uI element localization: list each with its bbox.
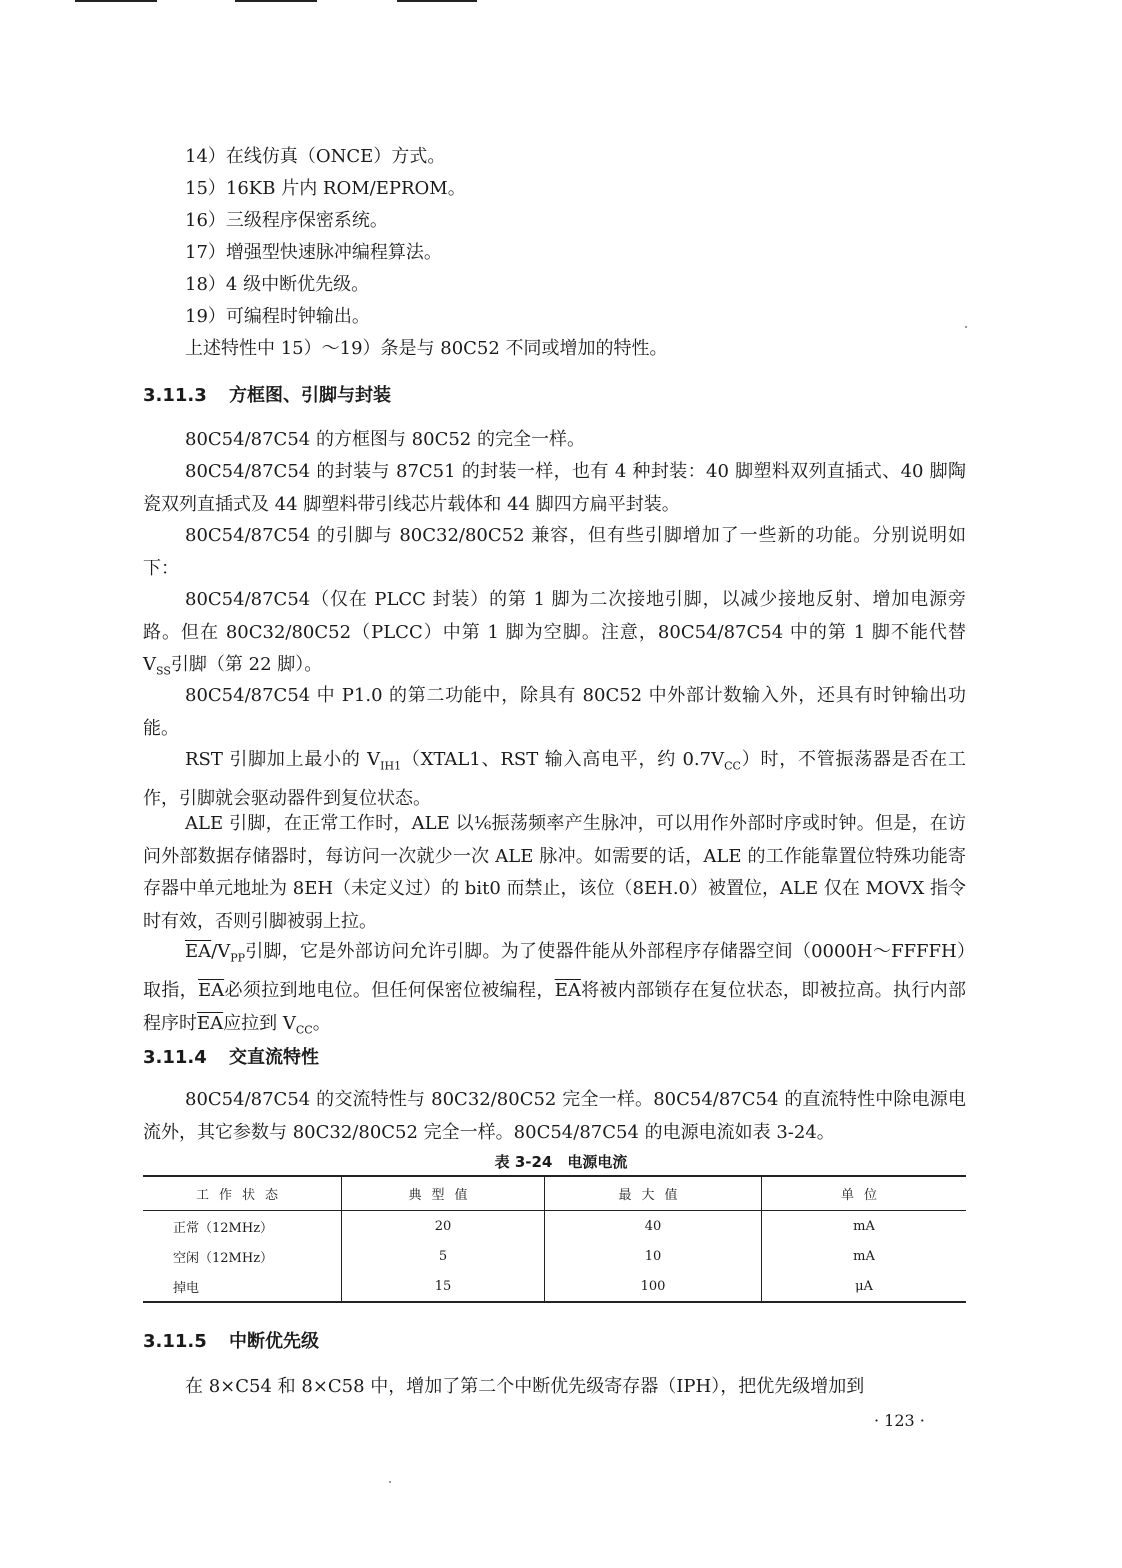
overline-signal: $\overline{EA}$ bbox=[197, 1012, 224, 1034]
section-number: 3.11.4 bbox=[143, 1047, 207, 1068]
text-run: 将被内部锁存在复位状态，即被拉高。执行内部程序时 bbox=[143, 980, 967, 1034]
column-header: 工作状态 bbox=[143, 1176, 342, 1211]
section-title: 交直流特性 bbox=[229, 1047, 319, 1068]
power-current-table bbox=[143, 1175, 966, 1303]
list-item: 17）增强型快速脉冲编程算法。 bbox=[185, 242, 442, 263]
text-run: 必须拉到地电位。但任何保密位被编程， bbox=[224, 980, 555, 1002]
table-row bbox=[143, 1211, 966, 1242]
text-run: 引脚，它是外部访问允许引脚。为了使器件能从外部程序存储器空间（0000H～FFFFH）取指， bbox=[143, 941, 966, 1002]
text-run: 。 bbox=[312, 1012, 331, 1034]
section-title: 方框图、引脚与封装 bbox=[229, 385, 391, 406]
text-run: ）时，不管振荡器是否在工作，引脚就会驱动器件到复位状态。 bbox=[143, 749, 966, 810]
table-cell: mA bbox=[762, 1241, 967, 1271]
table-cell: 掉电 bbox=[143, 1271, 342, 1302]
column-header: 单位 bbox=[762, 1176, 967, 1211]
subscript: CC bbox=[724, 759, 741, 773]
overline-signal: $\overline{EA}$ bbox=[198, 980, 225, 1002]
table-row bbox=[143, 1241, 966, 1271]
table-cell: 40 bbox=[545, 1211, 762, 1242]
section-heading bbox=[143, 1327, 319, 1353]
table-row bbox=[143, 1271, 966, 1302]
scan-speck bbox=[965, 326, 967, 328]
section-number: 3.11.3 bbox=[143, 385, 207, 406]
paragraph bbox=[143, 936, 966, 1047]
overline-signal: $\overline{EA}$ bbox=[554, 980, 581, 1002]
paragraph: 80C54/87C54 中 P1.0 的第二功能中，除具有 80C52 中外部计数输入外，还具有时钟输出功能。 bbox=[143, 685, 966, 739]
list-item: 18）4 级中断优先级。 bbox=[185, 274, 370, 295]
paragraph bbox=[143, 744, 966, 816]
list-item: 19）可编程时钟输出。 bbox=[185, 306, 370, 327]
subscript: CC bbox=[295, 1023, 313, 1037]
section-heading bbox=[143, 381, 391, 407]
subscript: PP bbox=[230, 951, 246, 965]
table-cell: 正常（12MHz） bbox=[173, 1220, 274, 1236]
scan-mark bbox=[75, 0, 157, 2]
scan-mark bbox=[235, 0, 317, 2]
overline-signal: $\overline{EA}$ bbox=[185, 941, 212, 962]
table-cell: 20 bbox=[342, 1211, 545, 1242]
text-run: 80C54/87C54（仅在 PLCC 封装）的第 1 脚为二次接地引脚，以减少接地反射、增加电源旁路。但在 80C32/80C52（PLCC）中第 1 脚为空脚。注意，80C54/87C54 中的第 1 脚不能代替 V bbox=[143, 589, 966, 675]
text-run: RST 引脚加上最小的 V bbox=[185, 749, 381, 770]
table-cell: 10 bbox=[545, 1241, 762, 1271]
section-number: 3.11.5 bbox=[143, 1331, 207, 1352]
paragraph: 80C54/87C54 的引脚与 80C32/80C52 兼容，但有些引脚增加了一些新的功能。分别说明如下： bbox=[143, 525, 966, 579]
table-caption: 表 3-24 电源电流 bbox=[494, 1153, 628, 1171]
column-header: 最大值 bbox=[545, 1176, 762, 1211]
text-run: （XTAL1、RST 输入高电平，约 0.7V bbox=[401, 749, 725, 770]
table-cell: 5 bbox=[342, 1241, 545, 1271]
subscript: IH1 bbox=[380, 759, 402, 773]
list-item: 15）16KB 片内 ROM/EPROM。 bbox=[185, 178, 466, 199]
table-header-row bbox=[143, 1176, 966, 1211]
paragraph: ALE 引脚，在正常工作时，ALE 以⅙振荡频率产生脉冲，可以用作外部时序或时钟。但是，在访问外部数据存储器时，每访问一次就少一次 ALE 脉冲。如需要的话，ALE 的工作能靠置位特殊功能寄存器中单元地址为 8EH（未定义过）的 bit0 而禁止，该位（8EH.0）被置位，ALE 仅在 MOVX 指令时有效，否则引脚被弱上拉。 bbox=[143, 813, 966, 932]
table-cell: 空闲（12MHz） bbox=[173, 1250, 274, 1266]
paragraph bbox=[143, 584, 966, 688]
list-item: 14）在线仿真（ONCE）方式。 bbox=[185, 146, 446, 167]
paragraph: 80C54/87C54 的封装与 87C51 的封装一样，也有 4 种封装：40 脚塑料双列直插式、40 脚陶瓷双列直插式及 44 脚塑料带引线芯片载体和 44 脚四方扁平封装。 bbox=[143, 461, 966, 515]
paragraph: 80C54/87C54 的方框图与 80C52 的完全一样。 bbox=[185, 429, 585, 450]
table-cell: 15 bbox=[342, 1271, 545, 1302]
column-header: 典型值 bbox=[342, 1176, 545, 1211]
scan-mark bbox=[397, 0, 477, 2]
text-run: 引脚（第 22 脚）。 bbox=[170, 654, 323, 675]
table-cell: mA bbox=[762, 1211, 967, 1242]
list-item: 16）三级程序保密系统。 bbox=[185, 210, 388, 231]
text-run: /V bbox=[211, 941, 231, 962]
list-summary: 上述特性中 15）～19）条是与 80C52 不同或增加的特性。 bbox=[185, 338, 668, 359]
page-number: · 123 · bbox=[874, 1411, 925, 1430]
paragraph: 80C54/87C54 的交流特性与 80C32/80C52 完全一样。80C54/87C54 的直流特性中除电源电流外，其它参数与 80C32/80C52 完全一样。80C54/87C54 的电源电流如表 3-24。 bbox=[143, 1089, 966, 1143]
paragraph: 在 8×C54 和 8×C58 中，增加了第二个中断优先级寄存器（IPH），把优先级增加到 bbox=[185, 1376, 865, 1397]
table-cell: μA bbox=[762, 1271, 967, 1302]
table-cell: 100 bbox=[545, 1271, 762, 1302]
subscript: SS bbox=[156, 664, 171, 678]
scan-speck bbox=[389, 1481, 391, 1483]
section-heading bbox=[143, 1043, 319, 1069]
text-run: 应拉到 V bbox=[223, 1012, 296, 1034]
section-title: 中断优先级 bbox=[229, 1331, 319, 1352]
